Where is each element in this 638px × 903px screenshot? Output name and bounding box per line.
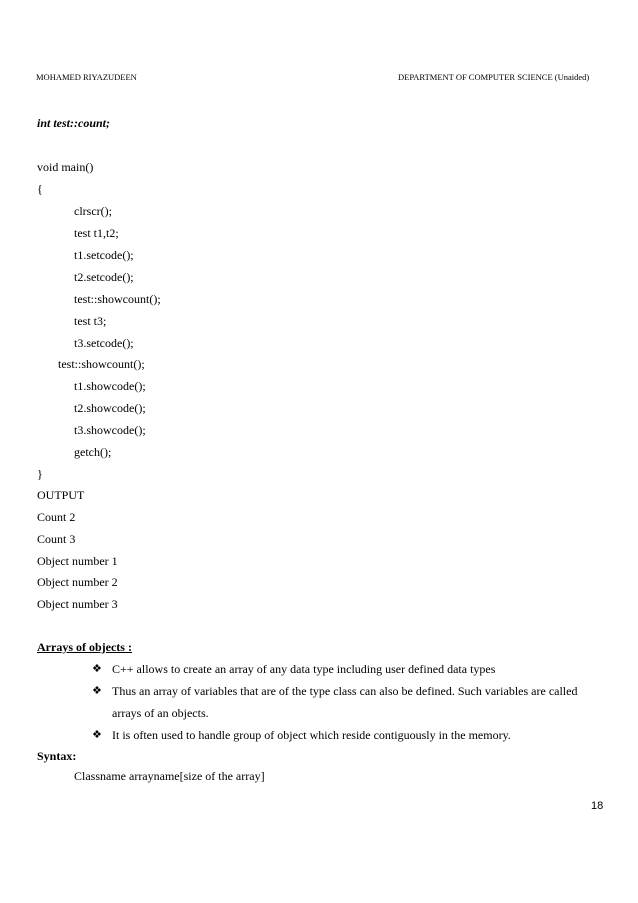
code-line: t1.showcode(); [74,379,146,393]
output-line: Count 2 [37,510,76,524]
header-department: DEPARTMENT OF COMPUTER SCIENCE (Unaided) [398,72,590,82]
code-line: test::showcount(); [58,357,145,371]
code-line: t3.setcode(); [74,336,134,350]
code-line: test t3; [74,314,107,328]
output-line: Object number 2 [37,575,118,589]
bullet-text: C++ allows to create an array of any data type including user defined data types [112,662,496,676]
output-line: Object number 1 [37,554,118,568]
bullet-icon: ❖ [92,663,102,675]
code-line: test::showcount(); [74,292,161,306]
code-line: t2.showcode(); [74,401,146,415]
syntax-heading: Syntax: [37,749,77,763]
page-number: 18 [591,800,604,812]
code-line: t1.setcode(); [74,248,134,262]
code-line: getch(); [74,445,112,459]
code-line: t2.setcode(); [74,270,134,284]
header-author: MOHAMED RIYAZUDEEN [36,72,137,82]
output-line: Count 3 [37,532,76,546]
main-signature: void main() [37,160,94,174]
bullet-icon: ❖ [92,729,102,741]
bullet-icon: ❖ [92,685,102,697]
static-declaration: int test::count; [37,116,111,130]
code-line: t3.showcode(); [74,423,146,437]
code-line: test t1,t2; [74,226,119,240]
code-line: clrscr(); [74,204,112,218]
bullet-text-continued: arrays of an objects. [112,706,209,720]
syntax-text: Classname arrayname[size of the array] [74,769,265,783]
output-line: Object number 3 [37,597,118,611]
section-heading: Arrays of objects : [37,640,132,654]
bullet-text: Thus an array of variables that are of the type class can also be defined. Such variables are called [112,684,578,698]
close-brace: } [37,467,43,481]
open-brace: { [37,182,43,196]
bullet-text: It is often used to handle group of object which reside contiguously in the memory. [112,728,511,742]
output-heading: OUTPUT [37,488,85,502]
